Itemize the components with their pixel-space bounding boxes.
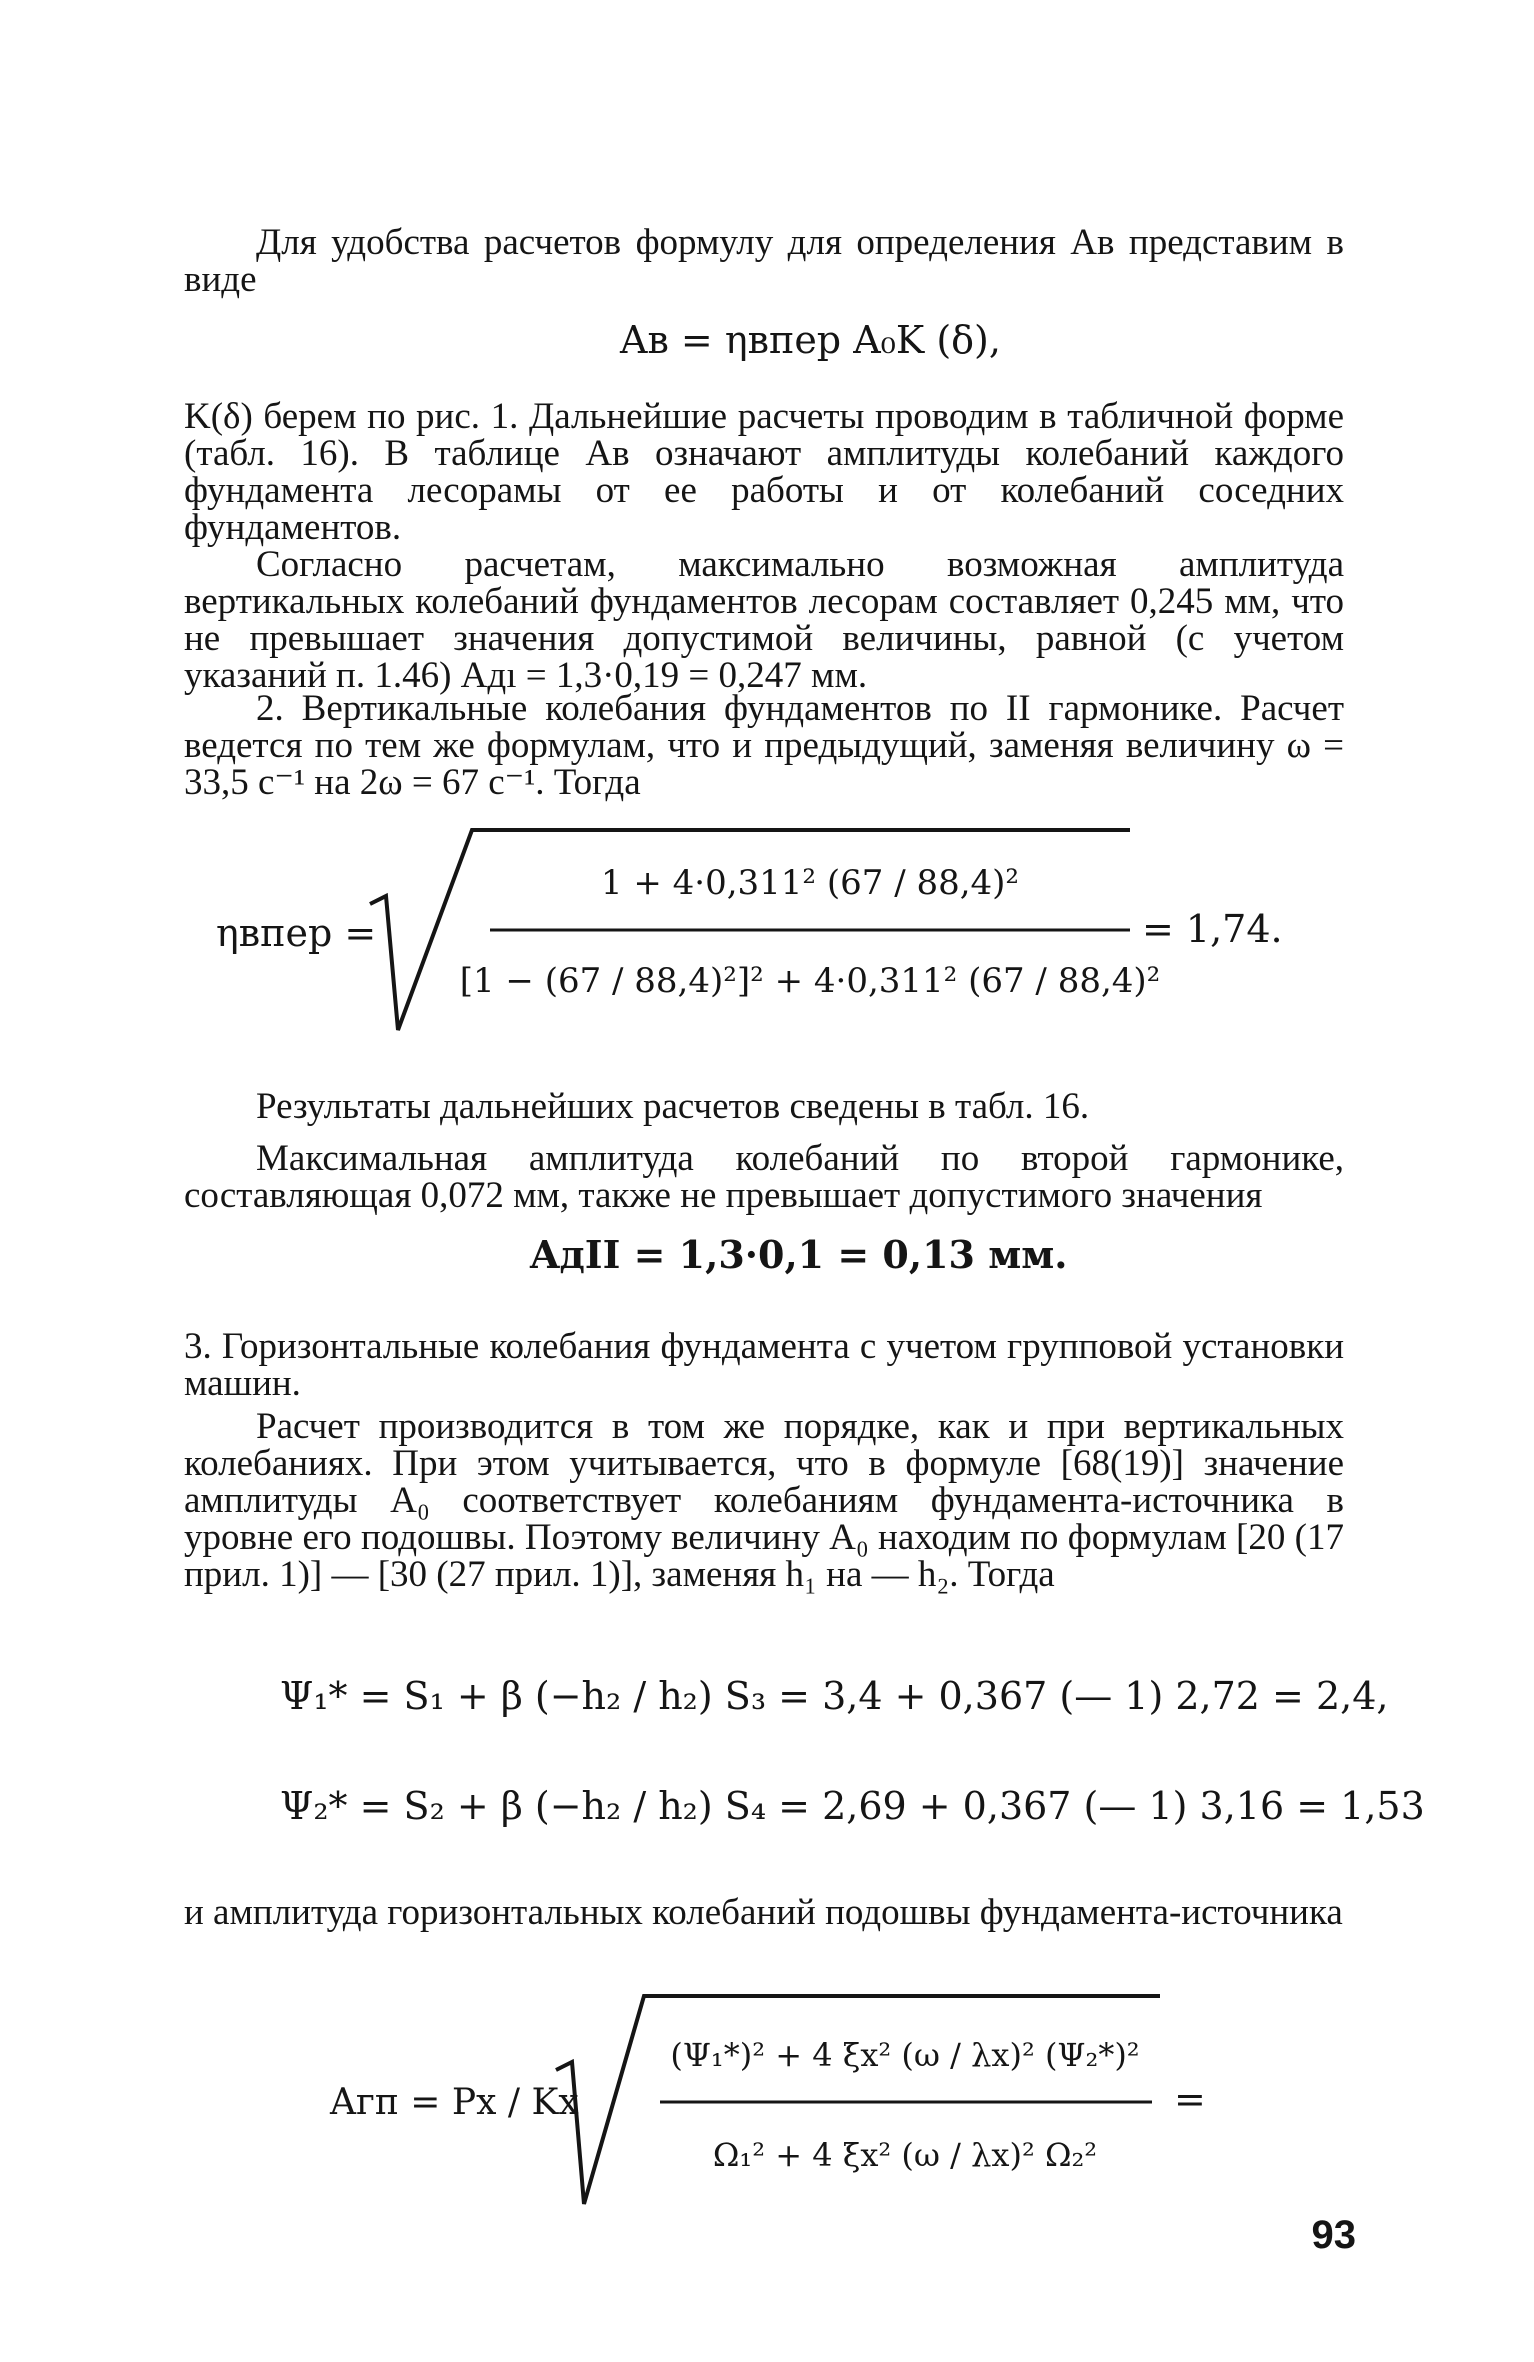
paragraph-horizontal-calculation: Расчет производится в том же порядке, как и при вертикальных колебаниях. При этом учитывается, что в формуле [68(19)] значение амплитуды A₀ соответствует колебаниям фундамента-источника в уровне его подошвы. Поэтому величину A₀ находим по формулам [20 (17 прил. 1)] — [30 (27 прил. 1)], заменяя h₁ на — h₂. Тогда [184,1406,1344,1595]
paragraph-horizontal-amplitude: и амплитуда горизонтальных колебаний подошвы фундамента-источника [184,1892,1343,1933]
paragraph-horizontal-heading: 3. Горизонтальные колебания фундамента с учетом групповой установки машин. [184,1326,1344,1404]
paragraph-second-harmonic: 2. Вертикальные колебания фундаментов по II гармонике. Расчет ведется по тем же формулам, что и предыдущий, заменяя величину ω = 33,5 c⁻¹ на 2ω = 67 c⁻¹. Тогда [184,688,1344,803]
paragraph-results-table: Результаты дальнейших расчетов сведены в табл. 16. [256,1086,1090,1127]
equation-eta-denominator: [1 − (67 / 88,4)²]² + 4·0,311² (67 / 88,4)² [459,961,1161,1001]
equation-horizontal-svg [320,1990,1220,2220]
equation-amplitude-vertical: Aв = ηвпер A₀K (δ), [620,318,1001,362]
equation-horizontal-radical [320,1990,1220,2220]
equation-eta-numerator: 1 + 4·0,311² (67 / 88,4)² [600,863,1020,903]
equation-eta-radical [210,820,1310,1050]
equation-psi-1: Ψ₁* = S₁ + β (−h₂ / h₂) S₃ = 3,4 + 0,367 (— 1) 2,72 = 2,4, [280,1674,1389,1718]
equation-horizontal-denominator: Ω₁² + 4 ξx² (ω / λx)² Ω₂² [712,2136,1098,2174]
equation-horizontal-result: = [1174,2077,1206,2121]
equation-eta-svg [210,820,1310,1050]
paragraph-max-amplitude: Согласно расчетам, максимально возможная амплитуда вертикальных колебаний фундаментов лесорам составляет 0,245 мм, что не превышает значения допустимой величины, равной (с учетом указаний п. 1.46) Aдı = 1,3·0,19 = 0,247 мм. [184,544,1344,696]
page-number: 93 [1311,2213,1356,2257]
paragraph-k-delta: K(δ) берем по рис. 1. Дальнейшие расчеты проводим в табличной форме (табл. 16). В таблице Aв означают амплитуды колебаний каждого фундамента лесорамы от ее работы и от колебаний соседних фундаментов. [184,396,1344,548]
equation-eta-result: = 1,74. [1142,907,1283,951]
equation-psi-2: Ψ₂* = S₂ + β (−h₂ / h₂) S₄ = 2,69 + 0,367 (— 1) 3,16 = 1,53 [280,1784,1425,1828]
equation-allowed-amplitude: AдII = 1,3·0,1 = 0,13 мм. [530,1232,1068,1277]
equation-horizontal-numerator: (Ψ₁*)² + 4 ξx² (ω / λx)² (Ψ₂*)² [670,2036,1140,2074]
paragraph-intro: Для удобства расчетов формулу для определения Aв представим в виде [184,222,1344,300]
paragraph-second-harmonic-amplitude: Максимальная амплитуда колебаний по второй гармонике, составляющая 0,072 мм, также не превышает допустимого значения [184,1138,1344,1216]
equation-horizontal-left: Aгп = Px / Kx [330,2082,579,2123]
equation-eta-left: ηвпер = [216,911,377,955]
